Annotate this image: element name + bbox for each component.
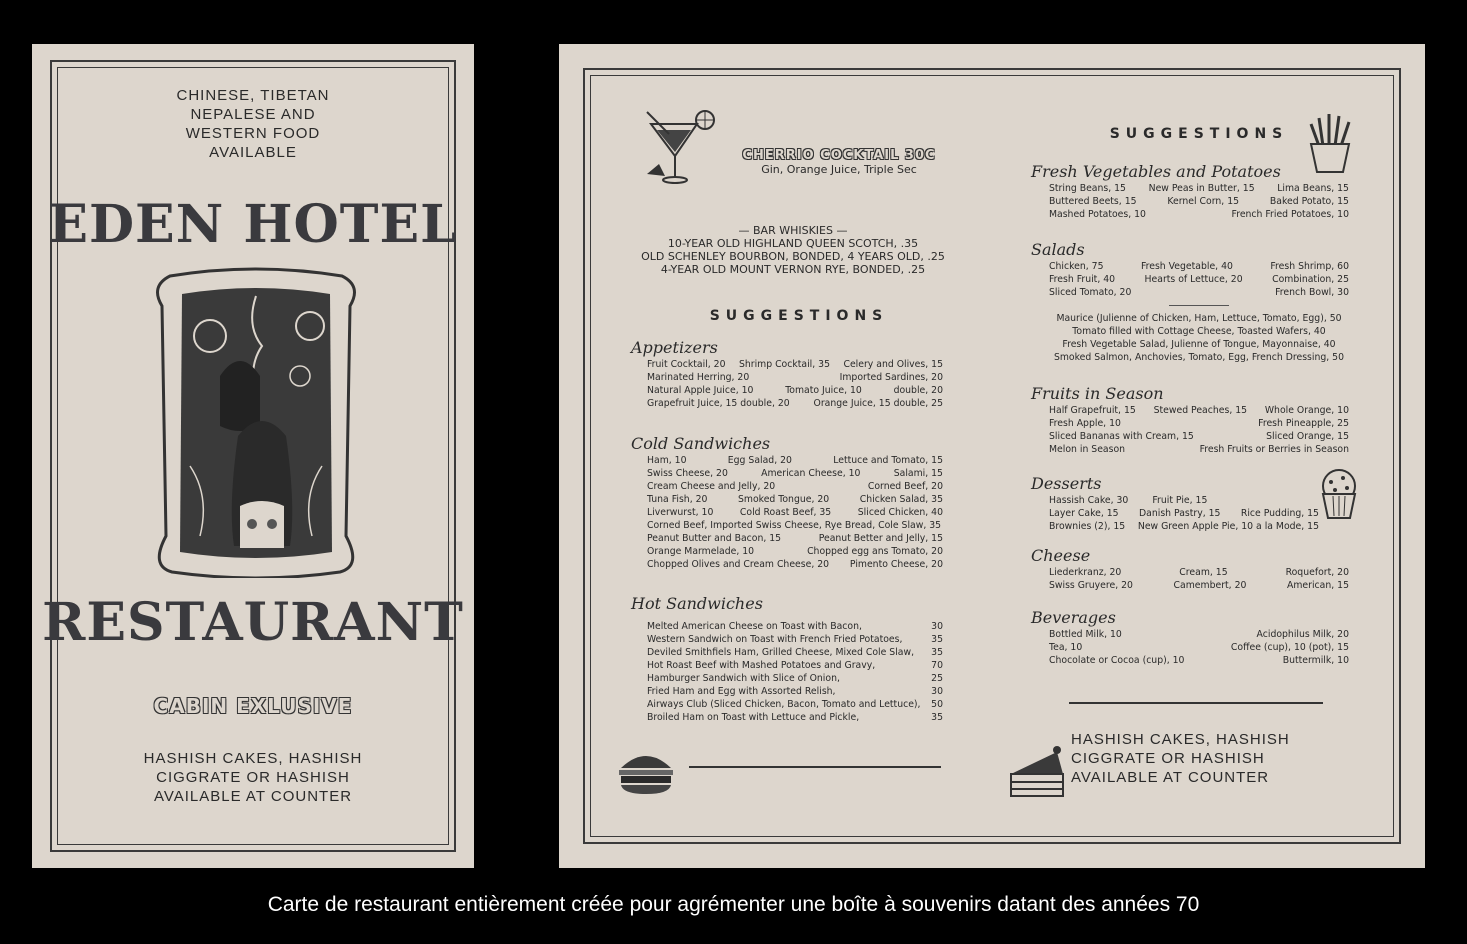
menu-row — [647, 467, 943, 480]
menu-item-text: Coffee (cup), 10 (pot), 15 — [1230, 642, 1349, 653]
cover-top-line: NEPALESE AND — [190, 106, 316, 123]
menu-item-text: Chicken, 75 — [1049, 261, 1104, 272]
menu-item-text: Celery and Olives, 15 — [843, 359, 943, 370]
menu-item-text: Fruit Pie, 15 — [1152, 495, 1208, 506]
menu-item-text: Maurice (Julienne of Chicken, Ham, Lettuce, Tomato, Egg), 50 — [1056, 313, 1342, 324]
menu-item-text: Peanut Butter and Bacon, 15 — [647, 533, 782, 544]
menu-item-text: Bottled Milk, 10 — [1049, 629, 1122, 640]
menu-row — [647, 711, 943, 724]
menu-item-text: American, 15 — [1287, 580, 1349, 591]
menu-item-text: French Fried Potatoes, 10 — [1231, 209, 1349, 220]
menu-item-text: Roquefort, 20 — [1285, 567, 1349, 578]
whiskey-line: 10-YEAR OLD HIGHLAND QUEEN SCOTCH, .35 — [667, 237, 919, 250]
cover-cuisine-notice — [32, 86, 474, 162]
right-divider-line — [1069, 702, 1323, 704]
menu-bottom-line: HASHISH CAKES, HASHISH — [1071, 731, 1290, 748]
left-divider-line — [689, 766, 941, 768]
cover-top-line: CHINESE, TIBETAN — [176, 87, 330, 104]
right-suggestions-heading: SUGGESTIONS — [1109, 126, 1289, 142]
menu-row — [1049, 286, 1349, 299]
menu-row — [647, 480, 943, 493]
menu-item-text: Hearts of Lettuce, 20 — [1144, 274, 1243, 285]
cover-bottom-line: CIGGRATE OR HASHISH — [156, 769, 350, 786]
image-caption: Carte de restaurant entièrement créée pour agrémenter une boîte à souvenirs datant des années 70 — [267, 893, 1200, 916]
cocktail-special — [719, 148, 959, 176]
menu-item-text: Lettuce and Tomato, 15 — [833, 455, 943, 466]
cover-top-line: AVAILABLE — [209, 144, 297, 161]
art-nouveau-portrait-illustration — [150, 266, 362, 578]
menu-row — [1049, 443, 1349, 456]
section-cheese — [1031, 546, 1349, 592]
menu-item-text: Acidophilus Milk, 20 — [1256, 629, 1349, 640]
section-title: Cheese — [1031, 546, 1091, 565]
menu-item-text: String Beans, 15 — [1049, 183, 1126, 194]
cover-top-line: WESTERN FOOD — [185, 125, 321, 142]
menu-row — [647, 558, 943, 571]
menu-row — [1049, 273, 1349, 286]
menu-item-text: Danish Pastry, 15 — [1139, 508, 1221, 519]
menu-item-text: Pimento Cheese, 20 — [849, 559, 943, 570]
menu-item-text: Airways Club (Sliced Chicken, Bacon, Tomato and Lettuce), — [647, 699, 921, 710]
menu-item-text: Fresh Vegetable Salad, Julienne of Tongue, Mayonnaise, 40 — [1062, 339, 1336, 350]
menu-bottom-line: CIGGRATE OR HASHISH — [1071, 750, 1265, 767]
section-title: Cold Sandwiches — [631, 434, 771, 453]
menu-item-text: Sliced Bananas with Cream, 15 — [1049, 431, 1194, 442]
menu-row — [647, 620, 943, 633]
menu-item-text: Fruit Cocktail, 20 — [647, 359, 726, 370]
menu-row — [647, 633, 943, 646]
menu-item-text: 30 — [931, 686, 943, 697]
cover-bottom-line: HASHISH CAKES, HASHISH — [143, 750, 363, 767]
menu-item-text: Corned Beef, Imported Swiss Cheese, Rye Bread, Cole Slaw, 35 — [647, 520, 942, 531]
section-title: Beverages — [1031, 608, 1116, 627]
section-title: Salads — [1031, 240, 1085, 259]
section-fruits — [1031, 384, 1349, 456]
menu-row — [1049, 338, 1349, 351]
menu-row — [1049, 404, 1349, 417]
menu-row — [647, 519, 943, 532]
menu-row — [647, 685, 943, 698]
menu-item-text: Kernel Corn, 15 — [1167, 196, 1240, 207]
menu-row — [647, 384, 943, 397]
menu-item-text: Tomato filled with Cottage Cheese, Toasted Wafers, 40 — [1072, 326, 1326, 337]
cocktail-title: CHERRIO COCKTAIL 30C — [742, 148, 936, 163]
menu-item-text: Combination, 25 — [1272, 274, 1349, 285]
menu-row — [647, 698, 943, 711]
menu-item-text: Imported Sardines, 20 — [839, 372, 943, 383]
cocktail-ingredients: Gin, Orange Juice, Triple Sec — [761, 163, 917, 176]
menu-row — [647, 454, 943, 467]
menu-item-text: Buttermilk, 10 — [1282, 655, 1349, 666]
menu-item-text: Ham, 10 — [647, 455, 687, 466]
salads-divider — [1169, 305, 1229, 306]
menu-item-text: Lima Beans, 15 — [1277, 183, 1349, 194]
menu-item-text: Chopped egg ans Tomato, 20 — [807, 546, 943, 557]
menu-row — [1049, 494, 1319, 507]
menu-item-text: Melted American Cheese on Toast with Bacon, — [647, 621, 862, 632]
menu-item-text: Brownies (2), 15 — [1049, 521, 1126, 532]
menu-row — [647, 371, 943, 384]
menu-item-text: Fresh Apple, 10 — [1049, 418, 1121, 429]
menu-row — [647, 358, 943, 371]
menu-item-text: Shrimp Cocktail, 35 — [738, 359, 830, 370]
menu-item-text: Liederkranz, 20 — [1049, 567, 1122, 578]
menu-item-text: Cream, 15 — [1179, 567, 1228, 578]
menu-item-text: Swiss Gruyere, 20 — [1049, 580, 1133, 591]
menu-item-text: Layer Cake, 15 — [1049, 508, 1119, 519]
menu-cover — [32, 44, 474, 868]
whiskey-line: 4-YEAR OLD MOUNT VERNON RYE, BONDED, .25 — [660, 263, 926, 276]
menu-item-text: Baked Potato, 15 — [1269, 196, 1349, 207]
menu-item-text: double, 20 — [893, 385, 943, 396]
menu-item-text: American Cheese, 10 — [761, 468, 861, 479]
section-salads — [1031, 240, 1349, 364]
menu-row — [1049, 325, 1349, 338]
menu-item-text: Broiled Ham on Toast with Lettuce and Pickle, — [647, 712, 860, 723]
menu-item-text: 25 — [931, 673, 943, 684]
cover-counter-notice — [32, 749, 474, 806]
menu-item-text: Hamburger Sandwich with Slice of Onion, — [647, 673, 840, 684]
cover-title-restaurant: RESTAURANT — [42, 592, 464, 653]
menu-counter-notice — [1071, 730, 1331, 787]
cover-bottom-line: AVAILABLE AT COUNTER — [153, 788, 353, 805]
menu-row — [1049, 641, 1349, 654]
menu-row — [647, 646, 943, 659]
menu-item-text: Melon in Season — [1049, 444, 1126, 455]
menu-item-text: Deviled Smithfiels Ham, Grilled Cheese, Mixed Cole Slaw, — [647, 647, 915, 658]
section-title: Fresh Vegetables and Potatoes — [1031, 162, 1281, 181]
menu-row — [1049, 417, 1349, 430]
menu-item-text: Marinated Herring, 20 — [647, 372, 750, 383]
menu-item-text: 35 — [931, 634, 943, 645]
menu-row — [647, 493, 943, 506]
section-beverages — [1031, 608, 1349, 667]
section-title: Hot Sandwiches — [631, 594, 763, 613]
section-title: Appetizers — [631, 338, 718, 357]
left-suggestions-heading: SUGGESTIONS — [709, 308, 889, 324]
menu-item-text: French Bowl, 30 — [1275, 287, 1349, 298]
menu-item-text: Orange Marmelade, 10 — [647, 546, 755, 557]
menu-row — [1049, 430, 1349, 443]
section-title: Desserts — [1031, 474, 1102, 493]
menu-row — [647, 545, 943, 558]
menu-item-text: Sliced Chicken, 40 — [857, 507, 943, 518]
menu-item-text: Rice Pudding, 15 — [1240, 508, 1319, 519]
menu-item-text: Smoked Salmon, Anchovies, Tomato, Egg, French Dressing, 50 — [1053, 352, 1345, 363]
menu-item-text: Tuna Fish, 20 — [647, 494, 708, 505]
menu-row — [647, 672, 943, 685]
menu-item-text: Tomato Juice, 10 — [785, 385, 862, 396]
menu-item-text: Western Sandwich on Toast with French Fried Potatoes, — [647, 634, 903, 645]
section-vegetables — [1031, 162, 1349, 221]
menu-row — [1049, 260, 1349, 273]
menu-item-text: 30 — [931, 621, 943, 632]
menu-row — [647, 397, 943, 410]
menu-item-text: Stewed Peaches, 15 — [1153, 405, 1248, 416]
menu-item-text: Smoked Tongue, 20 — [738, 494, 830, 505]
menu-row — [647, 506, 943, 519]
section-cold-sandwiches — [631, 434, 943, 571]
menu-item-text: Chicken Salad, 35 — [859, 494, 943, 505]
menu-item-text: Chopped Olives and Cream Cheese, 20 — [647, 559, 830, 570]
menu-row — [1049, 566, 1349, 579]
menu-row — [1049, 628, 1349, 641]
section-desserts — [1031, 474, 1349, 533]
menu-item-text: Fresh Shrimp, 60 — [1270, 261, 1349, 272]
menu-item-text: Half Grapefruit, 15 — [1049, 405, 1136, 416]
menu-row — [1049, 312, 1349, 325]
menu-item-text: Swiss Cheese, 20 — [647, 468, 728, 479]
menu-row — [1049, 654, 1349, 667]
menu-item-text: 35 — [931, 647, 943, 658]
section-hot-sandwiches — [631, 594, 943, 724]
menu-item-text: New Peas in Butter, 15 — [1148, 183, 1255, 194]
menu-item-text: 50 — [931, 699, 943, 710]
cake-slice-icon — [1007, 744, 1069, 800]
menu-inside — [559, 44, 1425, 868]
section-appetizers — [631, 338, 943, 410]
menu-item-text: 35 — [931, 712, 943, 723]
menu-item-text: Peanut Better and Jelly, 15 — [818, 533, 943, 544]
menu-item-text: Cream Cheese and Jelly, 20 — [647, 481, 776, 492]
menu-row — [1049, 507, 1319, 520]
menu-item-text: Camembert, 20 — [1173, 580, 1247, 591]
menu-item-text: New Green Apple Pie, 10 a la Mode, 15 — [1137, 521, 1319, 532]
menu-item-text: Liverwurst, 10 — [647, 507, 714, 518]
menu-item-text: Buttered Beets, 15 — [1049, 196, 1137, 207]
menu-item-text: Fresh Fruits or Berries in Season — [1199, 444, 1349, 455]
menu-row — [1049, 579, 1349, 592]
menu-bottom-line: AVAILABLE AT COUNTER — [1071, 769, 1270, 786]
menu-item-text: 70 — [931, 660, 943, 671]
menu-item-text: Salami, 15 — [893, 468, 943, 479]
menu-item-text: Fried Ham and Egg with Assorted Relish, — [647, 686, 836, 697]
section-title: Fruits in Season — [1031, 384, 1164, 403]
menu-row — [1049, 182, 1349, 195]
menu-item-text: Cold Roast Beef, 35 — [739, 507, 832, 518]
menu-item-text: Fresh Fruit, 40 — [1049, 274, 1116, 285]
menu-item-text: Hassish Cake, 30 — [1049, 495, 1129, 506]
menu-item-text: Natural Apple Juice, 10 — [647, 385, 754, 396]
cover-subtitle-cabin-exclusive: CABIN EXLUSIVE — [153, 694, 353, 718]
menu-item-text: Mashed Potatoes, 10 — [1049, 209, 1146, 220]
menu-item-text: Chocolate or Cocoa (cup), 10 — [1049, 655, 1185, 666]
menu-row — [1049, 208, 1349, 221]
menu-item-text: Fresh Pineapple, 25 — [1258, 418, 1349, 429]
menu-item-text: Sliced Tomato, 20 — [1049, 287, 1132, 298]
cocktail-glass-icon — [645, 110, 717, 186]
menu-item-text: Grapefruit Juice, 15 double, 20 — [647, 398, 790, 409]
menu-item-text: Whole Orange, 10 — [1264, 405, 1349, 416]
bar-whiskies — [623, 224, 963, 276]
menu-row — [1049, 520, 1319, 533]
menu-row — [1049, 195, 1349, 208]
menu-row — [647, 659, 943, 672]
menu-item-text: Orange Juice, 15 double, 25 — [813, 398, 943, 409]
menu-item-text: Corned Beef, 20 — [867, 481, 943, 492]
menu-row — [1049, 351, 1349, 364]
whiskey-line: OLD SCHENLEY BOURBON, BONDED, 4 YEARS OLD, .25 — [641, 250, 945, 263]
bar-whiskies-title: — BAR WHISKIES — — [738, 224, 848, 237]
menu-item-text: Hot Roast Beef with Mashed Potatoes and Gravy, — [647, 660, 876, 671]
menu-item-text: Egg Salad, 20 — [727, 455, 792, 466]
menu-row — [647, 532, 943, 545]
hamburger-icon — [615, 748, 677, 796]
cover-title-eden-hotel: EDEN HOTEL — [48, 194, 458, 255]
menu-item-text: Tea, 10 — [1049, 642, 1083, 653]
menu-item-text: Fresh Vegetable, 40 — [1140, 261, 1233, 272]
menu-item-text: Sliced Orange, 15 — [1266, 431, 1349, 442]
